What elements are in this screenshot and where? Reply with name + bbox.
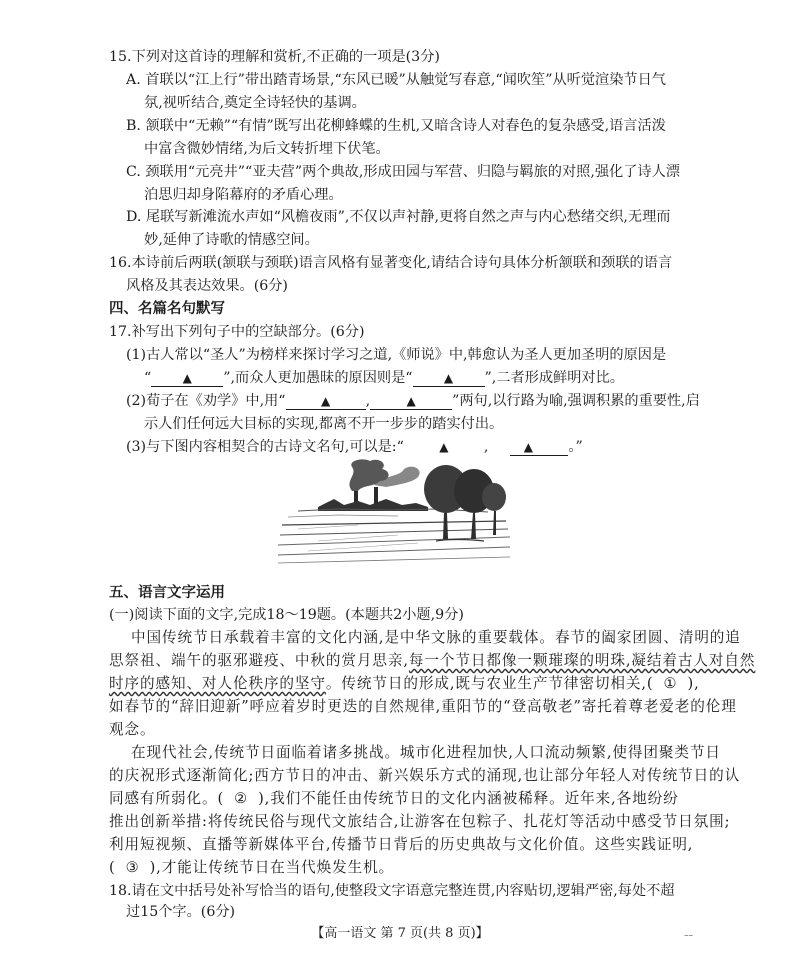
q17-blank-4[interactable]	[370, 393, 452, 410]
q15-option-d-line1: D. 尾联写新滩流水声如“风檐夜雨”,不仅以声衬静,更将自然之声与内心愁绪交织,无理而	[126, 209, 671, 225]
passage-line: 中国传统节日承载着丰富的文化内涵,是中华文脉的重要载体。春节的阖家团圆、清明的追	[131, 629, 741, 646]
passage-line	[109, 675, 700, 693]
scan-mark-icon: ––	[684, 931, 693, 941]
blank-marker-icon: ▲	[182, 371, 192, 385]
passage-text: 思祭祖、端午的驱邪避疫、中秋的赏月思亲,	[109, 652, 409, 669]
section5-heading: 五、语言文字运用	[109, 585, 225, 601]
passage-line: 在现代社会,传统节日面临着诸多挑战。城市化进程加快,人口流动频繁,使得团聚类节日	[131, 744, 721, 761]
q17-blank-6[interactable]	[488, 439, 568, 456]
gap-marker-2[interactable]: ②	[234, 790, 249, 807]
q15-option-a-line1: A. 首联以“江上行”带出踏青场景,“东风已暖”从触觉写春意,“闻吹笙”从听觉渲染节日气	[126, 72, 666, 88]
passage-text: (	[109, 859, 116, 876]
q18-line2: 过15个字。(6分)	[126, 904, 236, 920]
q17-blank-5[interactable]	[404, 439, 484, 456]
q17-part1-mid: ”,而众人更加愚昧的原因则是“	[223, 370, 413, 386]
passage-text: 同感有所弱化。(	[109, 790, 225, 807]
q15-option-d-line2: 妙,延伸了诗歌的情感空间。	[144, 232, 319, 248]
blank-marker-icon: ▲	[320, 394, 331, 408]
blank-marker-icon: ▲	[443, 371, 454, 385]
q17-part1-line1: (1)古人常以“圣人”为榜样来探讨学习之道,《师说》中,韩愈认为圣人更加圣明的原因是	[126, 347, 667, 363]
q17-blank-2[interactable]	[413, 370, 485, 387]
q17-blank-3[interactable]	[286, 393, 366, 410]
blank-marker-icon: ▲	[523, 440, 533, 454]
passage-line	[109, 790, 679, 808]
section4-heading: 四、名篇名句默写	[109, 301, 225, 317]
q16-line1: 16.本诗前后两联(颔联与颈联)语言风格有显著变化,请结合诗句具体分析颔联和颈联的语言	[109, 255, 673, 271]
landscape-sketch-image	[278, 455, 510, 567]
wavy-underlined-sentence: 时序的感知、对人伦秩序的坚守	[109, 675, 326, 692]
passage-line: 观念。	[109, 721, 156, 738]
part1-intro: (一)阅读下面的文字,完成18～19题。(本题共2小题,9分)	[109, 607, 464, 623]
passage-text: ),才能让传统节日在当代焕发生机。	[149, 859, 395, 876]
passage-text: 。传统节日的形成,既与农业生产节律密切相关,(	[325, 675, 654, 692]
q15-option-b-line2: 中富含微妙情绪,为后文转折埋下伏笔。	[144, 141, 390, 157]
q17-part3-sep: ,	[483, 439, 489, 455]
q17-part1-open-quote: “	[144, 370, 152, 386]
q17-part1-end: ”,二者形成鲜明对比。	[484, 370, 624, 386]
q17-part2-pre: (2)荀子在《劝学》中,用“	[126, 393, 286, 409]
blank-marker-icon: ▲	[406, 394, 416, 408]
q17-part3-line	[126, 438, 583, 456]
q15-option-b-line1: B. 颔联中“无赖”“有情”既写出花柳蜂蝶的生机,又暗含诗人对春色的复杂感受,语言活泼	[126, 118, 666, 134]
q17-part3-post: 。”	[568, 439, 583, 455]
gap-marker-3[interactable]: ③	[125, 859, 140, 876]
q17-part1-line2	[144, 369, 624, 387]
q17-part2-sep: ,	[365, 393, 371, 409]
q17-blank-1[interactable]	[151, 370, 223, 387]
q15-option-a-line2: 氛,视听结合,奠定全诗轻快的基调。	[144, 95, 366, 111]
passage-line	[109, 859, 394, 877]
passage-text: ),	[687, 675, 700, 692]
q17-part2-line1	[126, 392, 700, 410]
passage-text: ),我们不能任由传统节日的文化内涵被稀释。近年来,各地纷纷	[258, 790, 679, 807]
q17-stem: 17.补写出下列句子中的空缺部分。(6分)	[109, 324, 365, 340]
passage-line	[109, 652, 755, 670]
passage-line: 的庆祝形式逐渐简化;西方节日的冲击、新兴娱乐方式的涌现,也让部分年轻人对传统节日的认	[109, 767, 741, 784]
q18-line1: 18.请在文中括号处补写恰当的语句,使整段文字语意完整连贯,内容贴切,逻辑严密,每处不超	[109, 883, 675, 899]
q15-option-c-line2: 泊思归却身陷幕府的矛盾心理。	[144, 187, 343, 203]
passage-line: 利用短视频、直播等新媒体平台,传播节日背后的历史典故与文化价值。这些实践证明,	[109, 836, 694, 853]
q17-part2-post: ”两句,以行路为喻,强调积累的重要性,启	[452, 393, 700, 409]
q15-stem: 15.下列对这首诗的理解和赏析,不正确的一项是(3分)	[109, 49, 440, 65]
gap-marker-1[interactable]: ①	[663, 675, 678, 692]
q16-line2: 风格及其表达效果。(6分)	[126, 278, 288, 294]
blank-marker-icon: ▲	[439, 440, 449, 454]
page-footer: 【高一语文 第 7 页(共 8 页)】	[311, 926, 489, 941]
q17-part2-line2: 示人们任何远大目标的实现,都离不开一步步的踏实付出。	[144, 416, 504, 432]
q17-part3-pre: (3)与下图内容相契合的古诗文名句,可以是:“	[126, 439, 404, 455]
passage-line: 如春节的“辞旧迎新”呼应着岁时更迭的自然规律,重阳节的“登高敬老”寄托着尊老爱老的伦理	[109, 698, 737, 715]
wavy-underlined-sentence: 每一个节日都像一颗璀璨的明珠,凝结着古人对自然	[408, 652, 756, 669]
passage-line: 推出创新举措:将传统民俗与现代文旅结合,让游客在包粽子、扎花灯等活动中感受节日氛围;	[109, 813, 731, 830]
q15-option-c-line1: C. 颈联用“元亮井”“亚夫营”两个典故,形成田园与军营、归隐与羁旅的对照,强化了诗人漂	[126, 164, 680, 180]
